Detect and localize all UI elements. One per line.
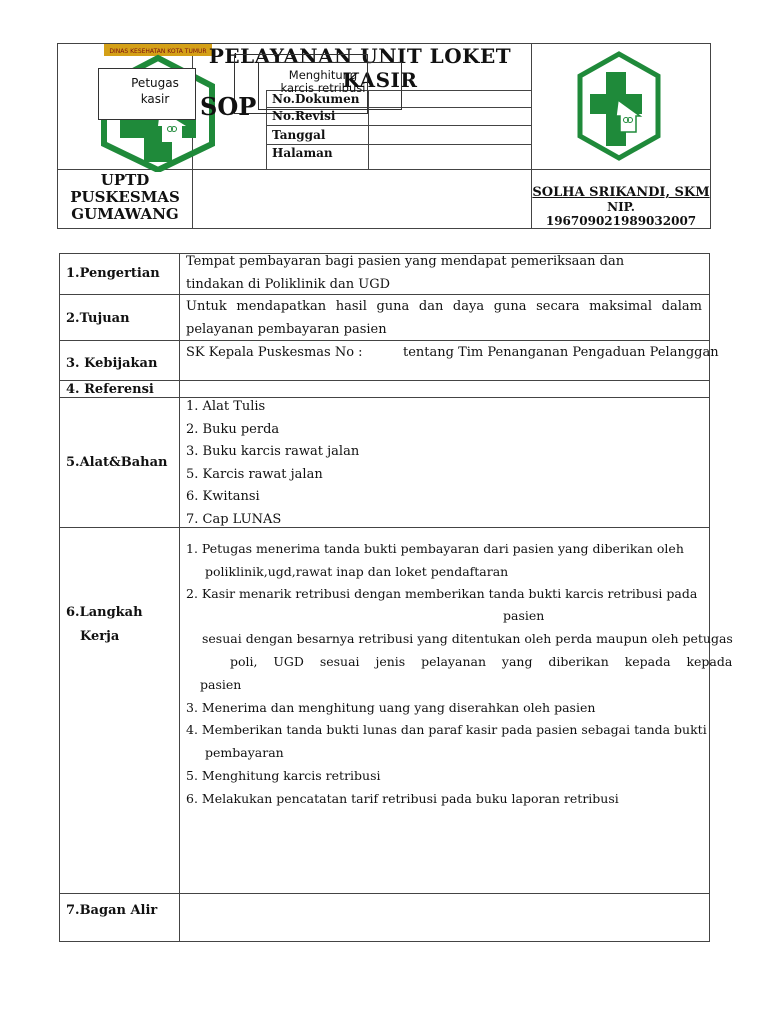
step-line: pembayaran bbox=[205, 745, 284, 760]
list-item: 7. Cap LUNAS bbox=[186, 511, 282, 527]
logo-banner-text: DINAS KESEHATAN KOTA TUMUR bbox=[109, 48, 207, 55]
row-label-bagan-alir: 7.Bagan Alir bbox=[66, 903, 158, 918]
sop-title-line1: PELAYANAN UNIT LOKET bbox=[208, 44, 512, 68]
organization-name bbox=[60, 172, 190, 223]
step-line: sesuai dengan besarnya retribusi yang ditentukan oleh perda maupun oleh petugas bbox=[202, 631, 733, 646]
signer-name: SOLHA SRIKANDI, SKM bbox=[532, 185, 710, 200]
step-line: poliklinik,ugd,rawat inap dan loket pendaftaran bbox=[205, 564, 509, 579]
signer-nip: NIP. 196709021989032007 bbox=[545, 200, 697, 228]
row-label-langkah-line1: 6.Langkah bbox=[66, 605, 143, 620]
row-label-kebijakan: 3. Kebijakan bbox=[66, 356, 158, 371]
meta-no-dokumen: No.Dokumen bbox=[272, 92, 360, 106]
step-line: 5. Menghitung karcis retribusi bbox=[186, 768, 381, 783]
row-text-tujuan: Untuk mendapatkan hasil guna dan daya guna secara maksimal dalam pelayanan pembayaran pasien bbox=[186, 299, 702, 337]
step-line: 6. Melakukan pencatatan tarif retribusi pada buku laporan retribusi bbox=[186, 791, 619, 806]
step-line: 2. Kasir menarik retribusi dengan memberikan tanda bukti karcis retribusi pada bbox=[186, 586, 698, 601]
overlay-box-retribusi-text: Menghitung karcis retribusi bbox=[280, 68, 366, 95]
step-line: 1. Petugas menerima tanda bukti pembayaran dari pasien yang diberikan oleh bbox=[186, 541, 684, 556]
org-line3: GUMAWANG bbox=[71, 205, 179, 223]
step-line: 4. Memberikan tanda bukti lunas dan paraf kasir pada pasien sebagai tanda bukti bbox=[186, 722, 707, 737]
step-line: poli, UGD sesuai jenis pelayanan yang diberikan kepada kepada bbox=[230, 654, 733, 669]
row-label-alat-bahan: 5.Alat&Bahan bbox=[66, 455, 168, 470]
row-label-langkah-line2: Kerja bbox=[80, 629, 120, 644]
step-line: pasien bbox=[503, 608, 545, 623]
sop-title-line2: KASIR bbox=[342, 68, 418, 92]
list-item: 2. Buku perda bbox=[186, 421, 280, 437]
meta-no-revisi: No.Revisi bbox=[272, 109, 336, 123]
alat-list bbox=[186, 396, 359, 531]
org-line2: PUSKESMAS bbox=[70, 188, 180, 206]
org-line1: UPTD bbox=[100, 171, 150, 189]
puskesmas-logo-right bbox=[576, 50, 662, 162]
list-item: 1. Alat Tulis bbox=[186, 399, 266, 414]
row-text-pengertian: Tempat pembayaran bagi pasien yang mendapat pemeriksaan dan tindakan di Poliklinik dan UGD bbox=[186, 254, 625, 292]
list-item: 6. Kwitansi bbox=[186, 489, 260, 504]
meta-tanggal: Tanggal bbox=[272, 128, 326, 142]
sop-label: SOP bbox=[200, 92, 257, 121]
row-label-referensi: 4. Referensi bbox=[66, 382, 154, 397]
row-text-kebijakan-right: tentang Tim Penanganan Pengaduan Pelanggan bbox=[403, 345, 719, 360]
overlay-box-petugas-text: Petugas kasir bbox=[131, 76, 179, 106]
row-text-kebijakan-left: SK Kepala Puskesmas No : bbox=[186, 345, 363, 360]
meta-halaman: Halaman bbox=[272, 146, 333, 160]
list-item: 3. Buku karcis rawat jalan bbox=[186, 444, 360, 459]
overlay-box-petugas bbox=[98, 68, 196, 120]
row-label-tujuan: 2.Tujuan bbox=[66, 311, 130, 326]
step-line: pasien bbox=[200, 677, 242, 692]
list-item: 5. Karcis rawat jalan bbox=[186, 466, 323, 482]
row-label-pengertian: 1.Pengertian bbox=[66, 266, 160, 281]
step-line: 3. Menerima dan menghitung uang yang diserahkan oleh pasien bbox=[186, 700, 596, 715]
